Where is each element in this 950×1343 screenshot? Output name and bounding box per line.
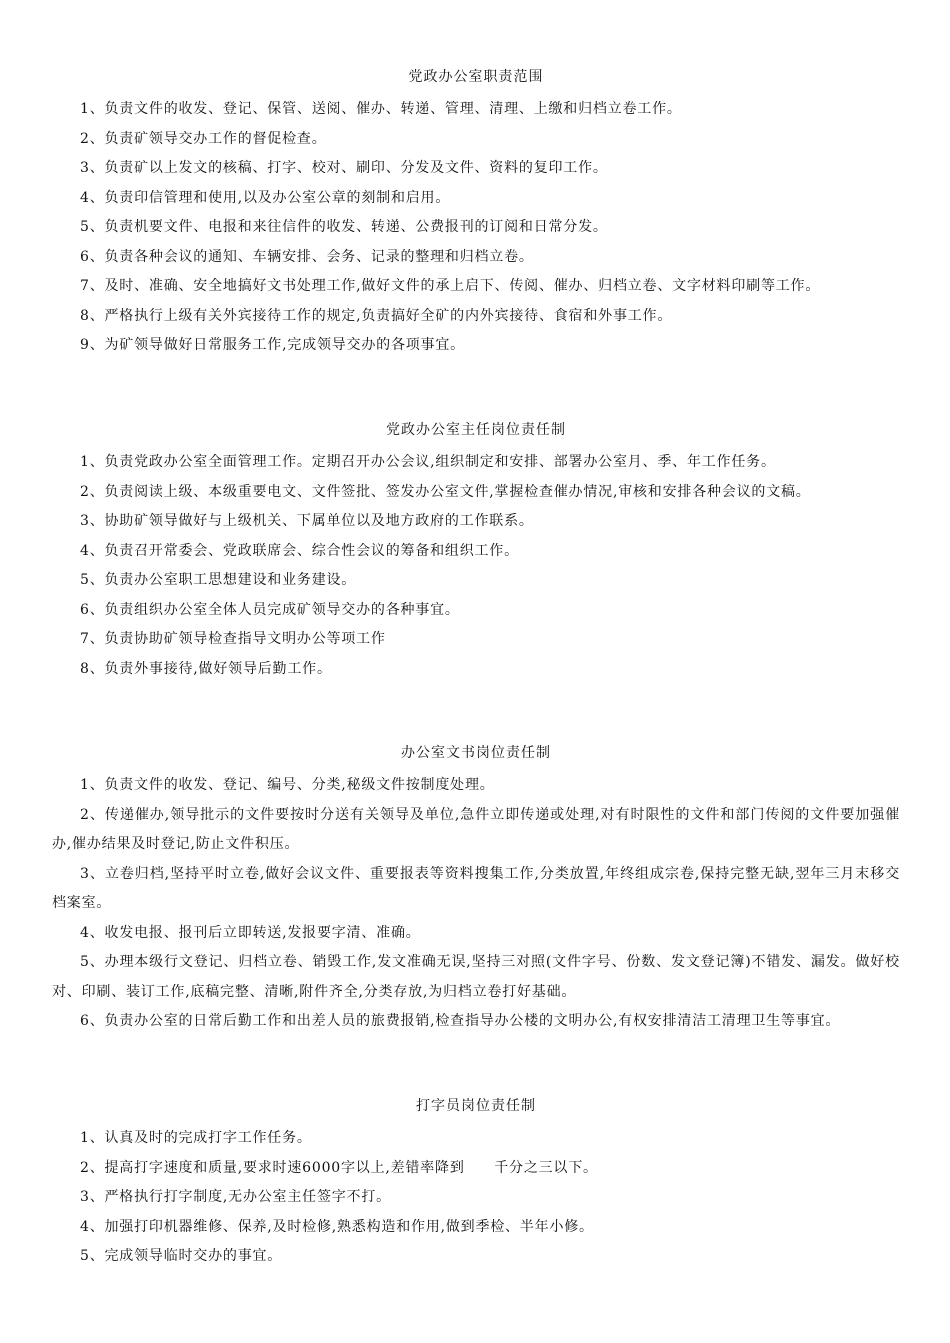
section-typist-responsibility xyxy=(52,1096,900,1272)
list-item: 4、收发电报、报刊后立即转送,发报要字清、准确。 xyxy=(80,924,421,941)
list-item: 5、办理本级行文登记、归档立卷、销毁工作,发文准确无误,坚持三对照(文件字号、份数、发文登记簿)不错发、漏发。做好校对、印刷、装订工作,底稿完整、清晰,附件齐全,分类存放,为归档立卷打好基础。 xyxy=(52,954,900,1000)
list-item: 3、协助矿领导做好与上级机关、下属单位以及地方政府的工作联系。 xyxy=(80,513,534,529)
section-director-responsibility xyxy=(52,420,900,684)
list-item: 3、负责矿以上发文的核稿、打字、校对、刷印、分发及文件、资料的复印工作。 xyxy=(80,160,608,176)
list-item: 1、负责文件的收发、登记、编号、分类,秘级文件按制度处理。 xyxy=(80,777,495,793)
list-item: 5、负责机要文件、电报和来往信件的收发、转递、公费报刊的订阅和日常分发。 xyxy=(80,219,608,235)
list-item: 7、负责协助矿领导检查指导文明办公等项工作 xyxy=(80,631,386,647)
list-item: 1、认真及时的完成打字工作任务。 xyxy=(80,1130,312,1146)
section-title: 办公室文书岗位责任制 xyxy=(401,745,551,761)
list-item: 2、提高打字速度和质量,要求时速6000字以上,差错率降到 千分之三以下。 xyxy=(80,1159,598,1176)
list-item: 3、立卷归档,坚持平时立卷,做好会议文件、重要报表等资料搜集工作,分类放置,年终组成宗卷,保持完整无缺,翌年三月末移交档案室。 xyxy=(52,865,900,911)
list-item: 4、加强打印机器维修、保养,及时检修,熟悉构造和作用,做到季检、半年小修。 xyxy=(80,1218,594,1235)
list-item: 7、及时、准确、安全地搞好文书处理工作,做好文件的承上启下、传阅、催办、归档立卷、文字材料印刷等工作。 xyxy=(80,278,821,294)
list-item: 1、负责党政办公室全面管理工作。定期召开办公会议,组织制定和安排、部署办公室月、季、年工作任务。 xyxy=(80,454,776,470)
list-item: 4、负责印信管理和使用,以及办公室公章的刻制和启用。 xyxy=(80,189,451,206)
list-item: 2、传递催办,领导批示的文件要按时分送有关领导及单位,急件立即传递或处理,对有时限性的文件和部门传阅的文件要加强催办,催办结果及时登记,防止文件积压。 xyxy=(52,806,900,852)
section-clerk-responsibility xyxy=(52,743,900,1037)
list-item: 9、为矿领导做好日常服务工作,完成领导交办的各项事宜。 xyxy=(80,337,465,353)
section-office-duties xyxy=(52,67,900,361)
list-item: 6、负责组织办公室全体人员完成矿领导交办的各种事宜。 xyxy=(80,601,460,618)
section-title: 党政办公室主任岗位责任制 xyxy=(386,422,566,438)
list-item: 6、负责各种会议的通知、车辆安排、会务、记录的整理和归档立卷。 xyxy=(80,248,534,265)
list-item: 3、严格执行打字制度,无办公室主任签字不打。 xyxy=(80,1189,391,1205)
section-title: 党政办公室职责范围 xyxy=(408,69,544,85)
list-item: 5、完成领导临时交办的事宜。 xyxy=(80,1248,283,1264)
list-item: 8、严格执行上级有关外宾接待工作的规定,负责搞好全矿的内外宾接待、食宿和外事工作。 xyxy=(80,307,673,324)
list-item: 2、负责阅读上级、本级重要电文、文件签批、签发办公室文件,掌握检查催办情况,审核和安排各种会议的文稿。 xyxy=(80,483,811,500)
list-item: 5、负责办公室职工思想建设和业务建设。 xyxy=(80,572,357,588)
section-title: 打字员岗位责任制 xyxy=(416,1098,536,1114)
list-item: 8、负责外事接待,做好领导后勤工作。 xyxy=(80,660,332,677)
list-item: 6、负责办公室的日常后勤工作和出差人员的旅费报销,检查指导办公楼的文明办公,有权安排清洁工清理卫生等事宜。 xyxy=(80,1013,841,1029)
list-item: 2、负责矿领导交办工作的督促检查。 xyxy=(80,130,327,147)
list-item: 4、负责召开常委会、党政联席会、综合性会议的筹备和组织工作。 xyxy=(80,542,519,559)
list-item: 1、负责文件的收发、登记、保管、送阅、催办、转递、管理、清理、上缴和归档立卷工作。 xyxy=(80,101,682,117)
